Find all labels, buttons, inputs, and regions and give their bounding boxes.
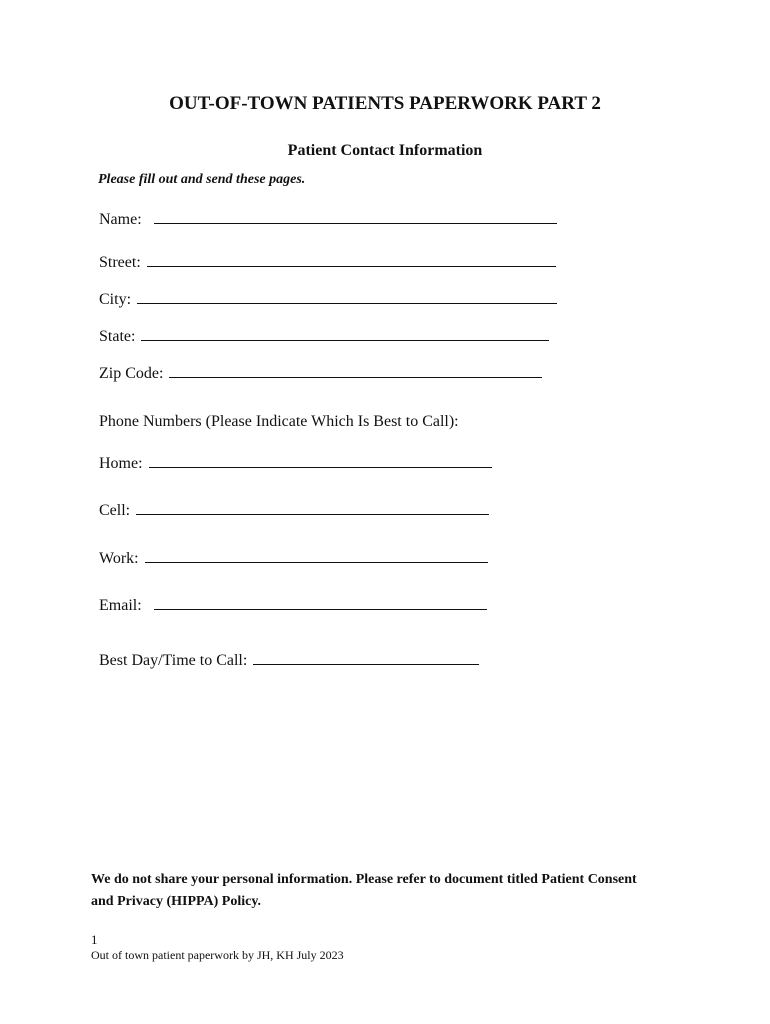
- phone-numbers-heading: Phone Numbers (Please Indicate Which Is Best to Call):: [99, 413, 459, 430]
- state-field: [99, 328, 549, 346]
- state-input-line[interactable]: [141, 328, 549, 341]
- document-title: OUT-OF-TOWN PATIENTS PAPERWORK PART 2: [169, 93, 601, 114]
- state-label: State:: [99, 328, 136, 345]
- name-field: [99, 211, 557, 229]
- privacy-note: We do not share your personal information. Please refer to document titled Patient Consent and Privacy (HIPPA) Policy.: [91, 872, 637, 909]
- city-field: [99, 291, 557, 309]
- work-phone-field: [99, 550, 488, 568]
- name-label: Name:: [99, 211, 142, 228]
- city-label: City:: [99, 291, 132, 308]
- cell-phone-label: Cell:: [99, 502, 131, 519]
- instruction-text: Please fill out and send these pages.: [98, 172, 306, 187]
- street-label: Street:: [99, 254, 141, 271]
- work-phone-input-line[interactable]: [145, 550, 488, 563]
- footer-credit: Out of town patient paperwork by JH, KH July 2023: [91, 948, 344, 962]
- home-phone-field: [99, 455, 492, 473]
- page-number: 1: [91, 932, 98, 947]
- street-input-line[interactable]: [147, 254, 556, 267]
- city-input-line[interactable]: [137, 291, 557, 304]
- cell-phone-field: [99, 502, 489, 520]
- cell-phone-input-line[interactable]: [136, 502, 489, 515]
- zip-code-label: Zip Code:: [99, 365, 164, 382]
- best-time-label: Best Day/Time to Call:: [99, 652, 248, 669]
- zip-code-field: [99, 365, 542, 383]
- best-time-field: [99, 652, 479, 670]
- home-phone-input-line[interactable]: [149, 455, 492, 468]
- work-phone-label: Work:: [99, 550, 139, 567]
- email-label: Email:: [99, 597, 142, 614]
- email-field: [99, 597, 487, 615]
- section-heading: Patient Contact Information: [287, 142, 483, 159]
- best-time-input-line[interactable]: [253, 652, 479, 665]
- zip-code-input-line[interactable]: [169, 365, 542, 378]
- street-field: [99, 254, 556, 272]
- home-phone-label: Home:: [99, 455, 143, 472]
- name-input-line[interactable]: [154, 211, 557, 224]
- email-input-line[interactable]: [154, 597, 487, 610]
